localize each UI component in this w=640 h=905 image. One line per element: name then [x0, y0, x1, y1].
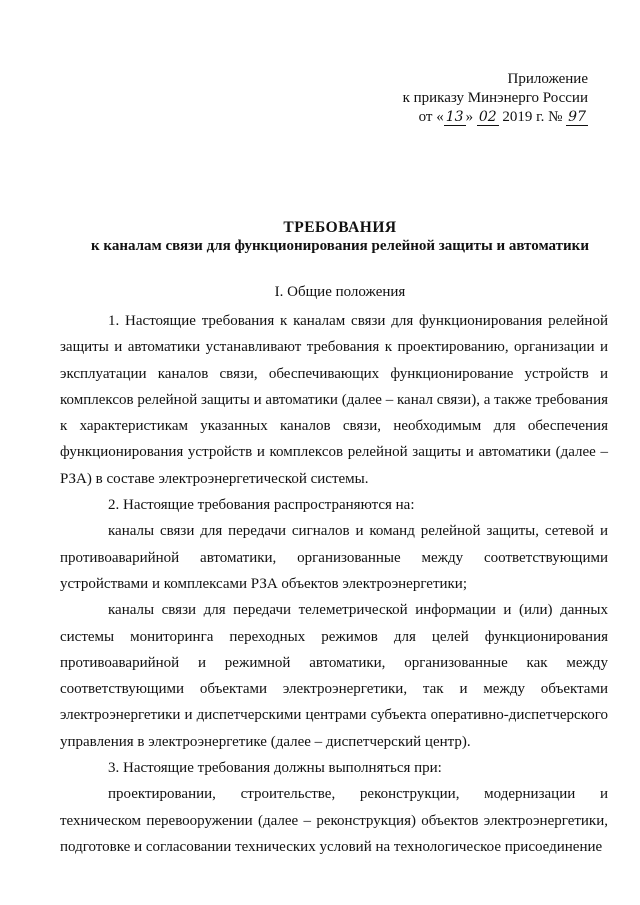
paragraph: каналы связи для передачи сигналов и команд релейной защиты, сетевой и противоаварийной автоматики, организованные между соответствующими устройствами и комплексами РЗА объектов электроэнергетики;	[60, 523, 608, 592]
document-body	[60, 308, 608, 860]
date-suffix: 2019 г. №	[498, 109, 567, 125]
order-reference: к приказу Минэнерго России	[402, 90, 588, 106]
document-header	[403, 70, 588, 127]
handwritten-month: 02	[478, 109, 497, 125]
section-heading: I. Общие положения	[274, 284, 406, 300]
paragraph: 3. Настоящие требования должны выполняться при:	[108, 760, 442, 777]
annex-label: Приложение	[507, 71, 588, 87]
document-title	[60, 218, 620, 256]
title-main: ТРЕБОВАНИЯ	[283, 219, 397, 236]
paragraph: проектировании, строительстве, реконструкции, модернизации и техническом перевооружении (далее – реконструкция) объектов электроэнергетики, подготовке и согласовании технических условий на технологическое присоединение	[60, 786, 608, 855]
date-prefix: от «	[418, 109, 444, 125]
paragraph: 2. Настоящие требования распространяются на:	[108, 497, 415, 514]
handwritten-order-number: 97	[568, 109, 586, 125]
handwritten-day: 13	[445, 109, 464, 125]
title-subtitle: к каналам связи для функционирования релейной защиты и автоматики	[91, 238, 589, 254]
paragraph: каналы связи для передачи телеметрической информации и (или) данных системы мониторинга переходных режимов для целей функционирования противоаварийной и режимной автоматики, организованные как между соответствующими объектами электроэнергетики, так и между объектами электроэнергетики и диспетчерскими центрами субъекта оперативно-диспетчерского управления в электроэнергетике (далее – диспетчерский центр).	[60, 602, 608, 750]
paragraph: 1. Настоящие требования к каналам связи для функционирования релейной защиты и автоматики устанавливают требования к проектированию, организации и эксплуатации каналов связи, обеспечивающих функционирование устройств и комплексов релейной защиты и автоматики (далее – канал связи), а также требования к характеристикам указанных каналов связи, необходимым для обеспечения функционирования устройств и комплексов релейной защиты и автоматики (далее – РЗА) в составе электроэнергетической системы.	[60, 313, 608, 487]
date-mid: »	[465, 109, 477, 125]
order-date-line	[403, 108, 588, 127]
